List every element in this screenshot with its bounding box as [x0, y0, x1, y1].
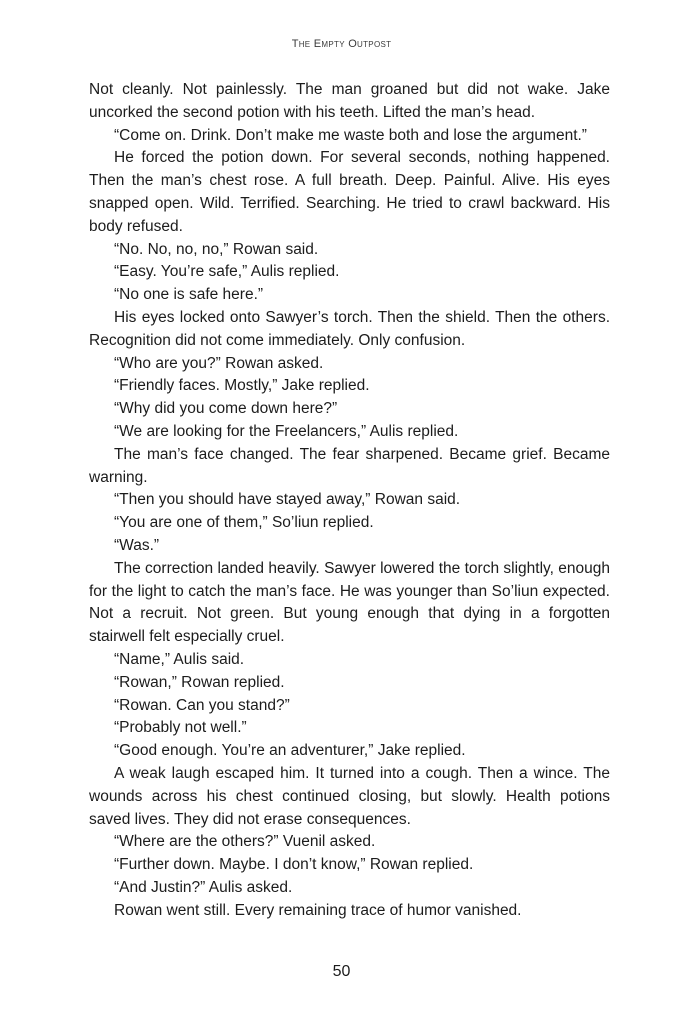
paragraph: The correction landed heavily. Sawyer lowered the torch slightly, enough for the light to catch the man’s face. He was younger than So’liun expected. Not a recruit. Not green. But young enough that dying in a forgotten stairwell felt especially cruel. [89, 559, 610, 646]
paragraph: “Then you should have stayed away,” Rowan said. [114, 491, 461, 509]
paragraph: “Rowan,” Rowan replied. [114, 673, 285, 691]
page-number: 50 [332, 963, 351, 980]
paragraph: The man’s face changed. The fear sharpened. Became grief. Became warning. [89, 445, 610, 486]
paragraph: “Come on. Drink. Don’t make me waste both and lose the argument.” [114, 126, 587, 144]
paragraph: “Was.” [114, 536, 160, 554]
paragraph: “Friendly faces. Mostly,” Jake replied. [114, 377, 370, 395]
paragraph: “Further down. Maybe. I don’t know,” Rowan replied. [114, 856, 474, 874]
page-body [89, 79, 610, 922]
running-header: The Empty Outpost [291, 38, 392, 50]
paragraph: “Rowan. Can you stand?” [114, 696, 290, 714]
paragraph: “Why did you come down here?” [114, 400, 338, 418]
paragraph: “Probably not well.” [114, 719, 247, 737]
paragraph: “And Justin?” Aulis asked. [114, 878, 293, 896]
paragraph: His eyes locked onto Sawyer’s torch. Then the shield. Then the others. Recognition did not come immediately. Only confusion. [89, 308, 610, 349]
paragraph: “Name,” Aulis said. [114, 650, 245, 668]
paragraph: “No one is safe here.” [114, 286, 264, 304]
paragraph: “We are looking for the Freelancers,” Aulis replied. [114, 422, 459, 440]
paragraph: “Where are the others?” Vuenil asked. [114, 833, 376, 851]
paragraph: “Who are you?” Rowan asked. [114, 354, 324, 372]
paragraph: A weak laugh escaped him. It turned into a cough. Then a wince. The wounds across his chest continued closing, but slowly. Health potions saved lives. They did not erase consequences. [89, 764, 610, 828]
paragraph: Not cleanly. Not painlessly. The man groaned but did not wake. Jake uncorked the second potion with his teeth. Lifted the man’s head. [89, 81, 610, 121]
paragraph: Rowan went still. Every remaining trace of humor vanished. [114, 901, 522, 919]
paragraph: “Easy. You’re safe,” Aulis replied. [114, 263, 340, 281]
paragraph: “Good enough. You’re an adventurer,” Jake replied. [114, 742, 466, 760]
paragraph: “You are one of them,” So’liun replied. [114, 514, 374, 532]
paragraph: “No. No, no, no,” Rowan said. [114, 240, 319, 258]
paragraph: He forced the potion down. For several seconds, nothing happened. Then the man’s chest rose. A full breath. Deep. Painful. Alive. His eyes snapped open. Wild. Terrified. Searching. He tried to crawl backward. His body refused. [89, 149, 610, 235]
